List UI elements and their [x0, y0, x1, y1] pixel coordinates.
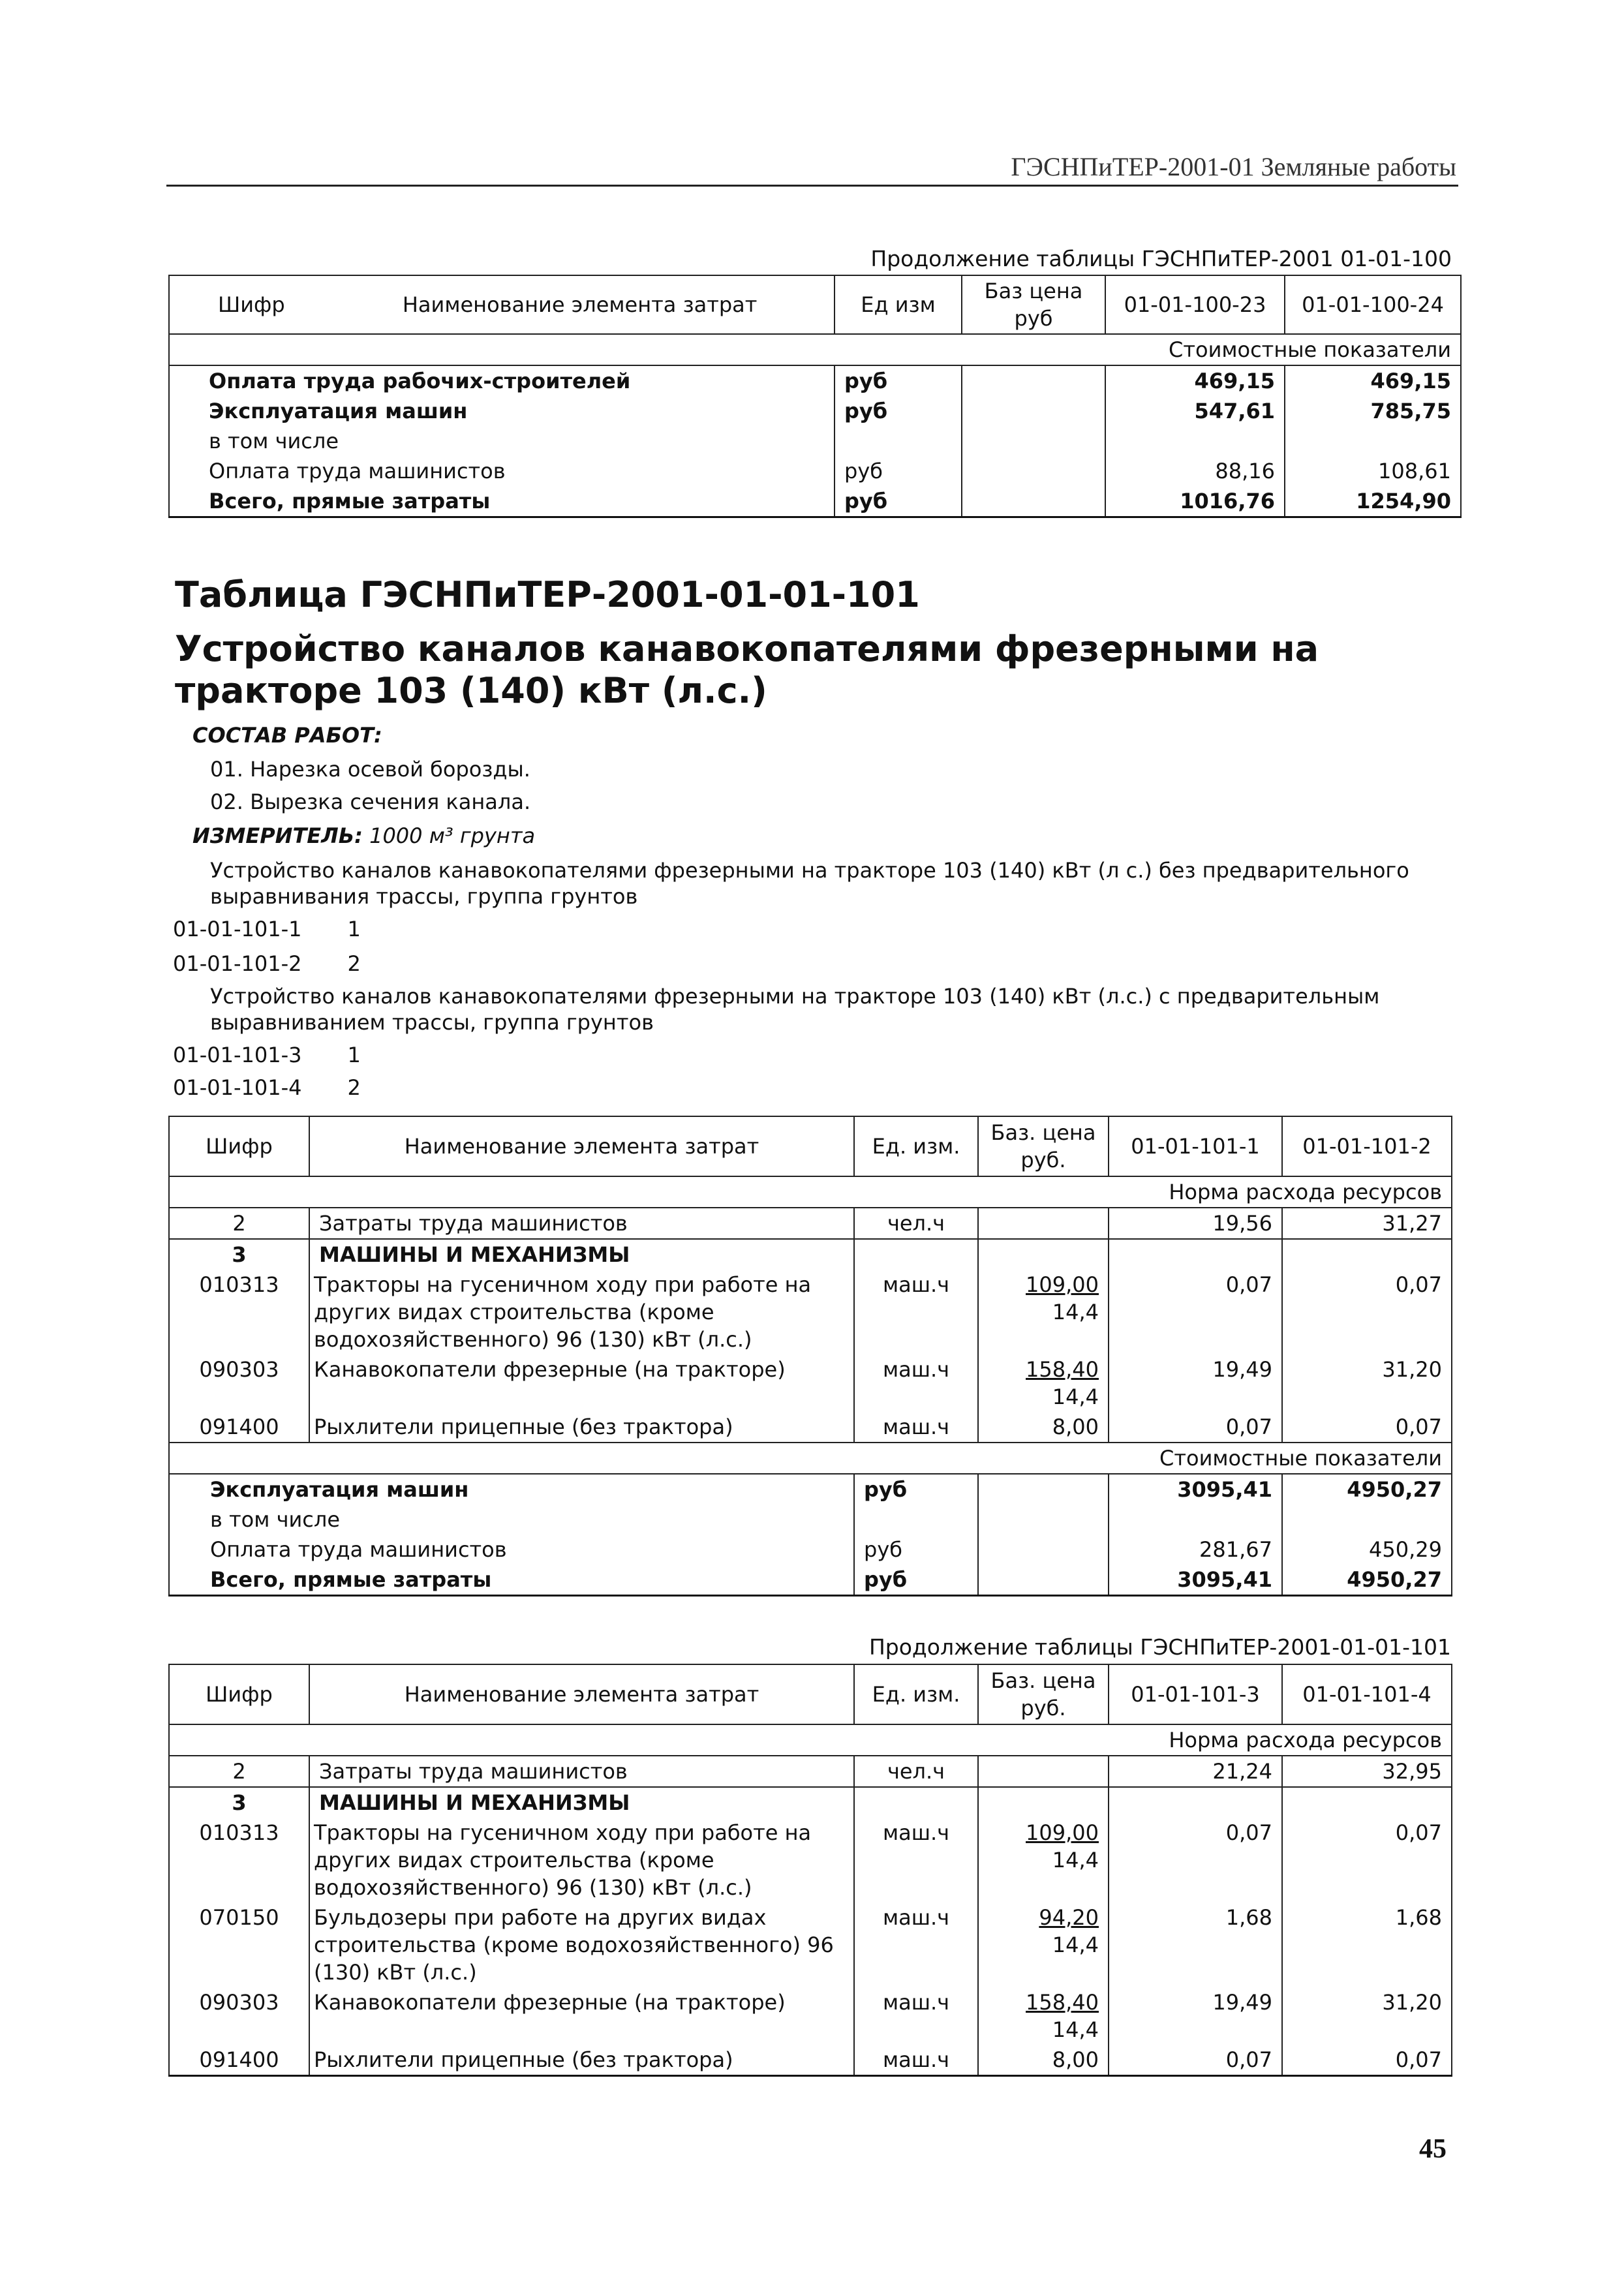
table2-header-unit: Ед. изм.: [854, 1116, 978, 1176]
price-value: 158,40: [1026, 1357, 1099, 1382]
empty-cell: [1282, 1787, 1452, 1818]
value-col2: 32,95: [1282, 1756, 1452, 1787]
resource-name: Бульдозеры при работе на других видах строительства (кроме водохозяйственного) 96 (130) кВт (л.с.): [309, 1902, 854, 1987]
table-row: [169, 365, 1461, 396]
table-row: [169, 1474, 1452, 1505]
table1-caption: Продолжение таблицы ГЭСНПиТЕР-2001 01-01-100: [870, 246, 1452, 271]
group2-code-1: [173, 1043, 361, 1067]
table3-section-norms: Норма расхода ресурсов: [169, 1724, 1452, 1756]
resource-name: Затраты труда машинистов: [309, 1208, 854, 1239]
empty-cell: [854, 1787, 978, 1818]
running-head: ГЭСНПиТЕР-2001-01 Земляные работы: [1011, 152, 1456, 181]
resource-unit: чел.ч: [854, 1208, 978, 1239]
value-col1: 19,56: [1109, 1208, 1282, 1239]
resource-code: 3: [169, 1239, 309, 1270]
value-col1: [1105, 426, 1285, 456]
value-col1: 281,67: [1109, 1535, 1282, 1565]
resource-code: 091400: [169, 2045, 309, 2076]
table-row: [169, 2045, 1452, 2076]
value-col1: 0,07: [1109, 1412, 1282, 1443]
value-col1: 469,15: [1105, 365, 1285, 396]
table-row: [169, 1270, 1452, 1354]
resource-name: Тракторы на гусеничном ходу при работе на других видах строительства (кроме водохозяйственного) 96 (130) кВт (л.с.): [309, 1818, 854, 1902]
table3-header-col1: 01-01-101-3: [1109, 1664, 1282, 1724]
table-row: [169, 426, 1461, 456]
price-value: 94,20: [1039, 1905, 1099, 1930]
resource-code: 091400: [169, 1412, 309, 1443]
soil-group: 2: [347, 951, 361, 976]
code: 01-01-101-4: [173, 1075, 302, 1100]
table-row: [169, 1443, 1452, 1474]
table3-header-name: Наименование элемента затрат: [309, 1664, 854, 1724]
value-col2: 31,20: [1282, 1987, 1452, 2045]
group-title: МАШИНЫ И МЕХАНИЗМЫ: [309, 1239, 854, 1270]
header-rule: [166, 185, 1458, 187]
group1-description-cont: выравнивания трассы, группа грунтов: [210, 884, 638, 909]
code: 01-01-101-3: [173, 1043, 302, 1067]
table2-header-price: Баз. цена руб.: [978, 1116, 1109, 1176]
table2: [168, 1116, 1452, 1597]
resource-name: Тракторы на гусеничном ходу при работе на других видах строительства (кроме водохозяйственного) 96 (130) кВт (л.с.): [309, 1270, 854, 1354]
price-sub-value: 14,4: [1052, 1384, 1099, 1409]
table-row: [169, 1565, 1452, 1596]
resource-price: [978, 1270, 1109, 1354]
table-row: [169, 1756, 1452, 1787]
resource-unit: маш.ч: [854, 2045, 978, 2076]
resource-price: [978, 1902, 1109, 1987]
value-col2: 31,27: [1282, 1208, 1452, 1239]
table-row: [169, 1412, 1452, 1443]
resource-price: [978, 2045, 1109, 2076]
table-row: [169, 1208, 1452, 1239]
table1-body: [169, 365, 1461, 517]
value-col1: 1,68: [1109, 1902, 1282, 1987]
table1-header-name-text: Наименование элемента затрат: [402, 292, 758, 317]
table-row: [169, 1535, 1452, 1565]
table1-header-name: [169, 275, 835, 334]
price-cell: [962, 456, 1105, 486]
table1-header-col1: 01-01-100-23: [1105, 275, 1285, 334]
code: 01-01-101-1: [173, 917, 302, 941]
resource-unit: маш.ч: [854, 1987, 978, 2045]
resource-price: [978, 1354, 1109, 1412]
table3-caption: Продолжение таблицы ГЭСНПиТЕР-2001-01-01-101: [868, 1634, 1451, 1660]
resource-code: 3: [169, 1787, 309, 1818]
soil-group: 1: [347, 1043, 361, 1067]
value-col1: 19,49: [1109, 1987, 1282, 2045]
value-col1: 0,07: [1109, 1818, 1282, 1902]
value-col2: 0,07: [1282, 1270, 1452, 1354]
table-row: [169, 396, 1461, 426]
page-number: 45: [1419, 2134, 1447, 2164]
table-row: [169, 1818, 1452, 1902]
empty-cell: [978, 1565, 1109, 1596]
value-col2: 4950,27: [1282, 1474, 1452, 1505]
value-col2: 31,20: [1282, 1354, 1452, 1412]
value-col1: 21,24: [1109, 1756, 1282, 1787]
empty-cell: [978, 1474, 1109, 1505]
value-col2: 108,61: [1285, 456, 1461, 486]
resource-price: [978, 1208, 1109, 1239]
resource-unit: чел.ч: [854, 1756, 978, 1787]
value-col2: 785,75: [1285, 396, 1461, 426]
price-cell: [962, 396, 1105, 426]
table2-header-col1: 01-01-101-1: [1109, 1116, 1282, 1176]
resource-price: [978, 1756, 1109, 1787]
resource-price: [978, 1818, 1109, 1902]
table3-header-price: Баз. цена руб.: [978, 1664, 1109, 1724]
resource-code: 010313: [169, 1818, 309, 1902]
unit-cell: руб: [854, 1565, 978, 1596]
value-col2: 0,07: [1282, 2045, 1452, 2076]
price-sub-value: 14,4: [1052, 1300, 1099, 1324]
resource-name: Рыхлители прицепные (без трактора): [309, 2045, 854, 2076]
table-section-costs: Стоимостные показатели: [169, 1443, 1452, 1474]
unit-cell: [835, 426, 962, 456]
work-item: 02. Вырезка сечения канала.: [210, 789, 531, 814]
resource-code: 090303: [169, 1987, 309, 2045]
group1-code-1: [173, 917, 361, 941]
work-item: 01. Нарезка осевой борозды.: [210, 757, 530, 782]
cost-name: Оплата труда машинистов: [169, 456, 835, 486]
table2-body: [169, 1208, 1452, 1596]
group-title: МАШИНЫ И МЕХАНИЗМЫ: [309, 1787, 854, 1818]
table-row: [169, 1902, 1452, 1987]
table3-header-unit: Ед. изм.: [854, 1664, 978, 1724]
resource-price: [978, 1412, 1109, 1443]
empty-cell: [1109, 1787, 1282, 1818]
unit-cell: руб: [854, 1474, 978, 1505]
table1-header-col2: 01-01-100-24: [1285, 275, 1461, 334]
meter-label: ИЗМЕРИТЕЛЬ:: [192, 823, 363, 848]
price-cell: [962, 426, 1105, 456]
value-col2: 450,29: [1282, 1535, 1452, 1565]
price-value: 158,40: [1026, 1990, 1099, 2015]
table-row: [169, 486, 1461, 517]
value-col1: 19,49: [1109, 1354, 1282, 1412]
meter-line: [192, 823, 535, 848]
table2-header-col2: 01-01-101-2: [1282, 1116, 1452, 1176]
meter-value: 1000 м³ грунта: [369, 823, 536, 848]
table1-header-price: Баз цена руб: [962, 275, 1105, 334]
price-cell: [962, 486, 1105, 517]
empty-cell: [978, 1505, 1109, 1535]
group2-code-2: [173, 1075, 361, 1100]
price-sub-value: 14,4: [1052, 1848, 1099, 1872]
table2-header-name: Наименование элемента затрат: [309, 1116, 854, 1176]
table3-body: [169, 1756, 1452, 2076]
resource-name: Канавокопатели фрезерные (на тракторе): [309, 1987, 854, 2045]
cost-name: Оплата труда машинистов: [169, 1535, 854, 1565]
empty-cell: [854, 1239, 978, 1270]
resource-unit: маш.ч: [854, 1412, 978, 1443]
resource-code: 090303: [169, 1354, 309, 1412]
unit-cell: руб: [835, 456, 962, 486]
cost-name: Эксплуатация машин: [169, 1474, 854, 1505]
table-row: [169, 456, 1461, 486]
value-col2: 469,15: [1285, 365, 1461, 396]
resource-unit: маш.ч: [854, 1354, 978, 1412]
soil-group: 2: [347, 1075, 361, 1100]
resource-code: 2: [169, 1208, 309, 1239]
unit-cell: руб: [854, 1535, 978, 1565]
table-title: Таблица ГЭСНПиТЕР-2001-01-01-101: [175, 574, 920, 615]
table-row: [169, 1239, 1452, 1270]
value-col1: 0,07: [1109, 2045, 1282, 2076]
soil-group: 1: [347, 917, 361, 941]
price-cell: [962, 365, 1105, 396]
unit-cell: руб: [835, 365, 962, 396]
value-col1: 3095,41: [1109, 1565, 1282, 1596]
value-col1: 0,07: [1109, 1270, 1282, 1354]
table-row: [169, 1787, 1452, 1818]
resource-price: [978, 1987, 1109, 2045]
table3-header-code: Шифр: [169, 1664, 309, 1724]
table1-section: Стоимостные показатели: [169, 334, 1461, 365]
resource-name: Канавокопатели фрезерные (на тракторе): [309, 1354, 854, 1412]
empty-cell: [1109, 1239, 1282, 1270]
empty-cell: [978, 1239, 1109, 1270]
price-sub-value: 14,4: [1052, 2017, 1099, 2042]
value-col1: 547,61: [1105, 396, 1285, 426]
cost-name: в том числе: [169, 426, 835, 456]
group2-description: Устройство каналов канавокопателями фрезерными на тракторе 103 (140) кВт (л.с.) с предварительным: [210, 984, 1380, 1009]
table2-section-norms: Норма расхода ресурсов: [169, 1176, 1452, 1208]
value-col2: 0,07: [1282, 1818, 1452, 1902]
resource-code: 010313: [169, 1270, 309, 1354]
section-title: Устройство каналов канавокопателями фрезерными на тракторе 103 (140) кВт (л.с.): [175, 628, 1319, 711]
resource-unit: маш.ч: [854, 1902, 978, 1987]
table1: [168, 275, 1462, 518]
code: 01-01-101-2: [173, 951, 302, 976]
empty-cell: [978, 1787, 1109, 1818]
value-col2: [1285, 426, 1461, 456]
value-col1: 88,16: [1105, 456, 1285, 486]
table-row: [169, 1505, 1452, 1535]
resource-unit: маш.ч: [854, 1818, 978, 1902]
empty-cell: [978, 1535, 1109, 1565]
table-row: [169, 1354, 1452, 1412]
resource-code: 2: [169, 1756, 309, 1787]
resource-code: 070150: [169, 1902, 309, 1987]
works-label: СОСТАВ РАБОТ:: [192, 723, 382, 748]
value-col1: [1109, 1505, 1282, 1535]
price-value: 109,00: [1026, 1820, 1099, 1845]
unit-cell: руб: [835, 396, 962, 426]
resource-unit: маш.ч: [854, 1270, 978, 1354]
table3: [168, 1664, 1452, 2077]
cost-name: Всего, прямые затраты: [169, 486, 835, 517]
empty-cell: [1282, 1239, 1452, 1270]
table1-header-code: Шифр: [218, 292, 285, 317]
price-value: 8,00: [1052, 1414, 1099, 1439]
unit-cell: [854, 1505, 978, 1535]
value-col2: 1,68: [1282, 1902, 1452, 1987]
group2-description-cont: выравниванием трассы, группа грунтов: [210, 1010, 654, 1035]
cost-name: Эксплуатация машин: [169, 396, 835, 426]
value-col1: 3095,41: [1109, 1474, 1282, 1505]
value-col2: [1282, 1505, 1452, 1535]
value-col2: 4950,27: [1282, 1565, 1452, 1596]
unit-cell: руб: [835, 486, 962, 517]
cost-name: Оплата труда рабочих-строителей: [169, 365, 835, 396]
resource-name: Затраты труда машинистов: [309, 1756, 854, 1787]
resource-name: Рыхлители прицепные (без трактора): [309, 1412, 854, 1443]
price-value: 8,00: [1052, 2047, 1099, 2072]
cost-name: Всего, прямые затраты: [169, 1565, 854, 1596]
table1-header-unit: Ед изм: [835, 275, 962, 334]
value-col2: 0,07: [1282, 1412, 1452, 1443]
price-sub-value: 14,4: [1052, 1933, 1099, 1957]
group1-code-2: [173, 951, 361, 976]
table2-header-code: Шифр: [169, 1116, 309, 1176]
value-col2: 1254,90: [1285, 486, 1461, 517]
table3-header-col2: 01-01-101-4: [1282, 1664, 1452, 1724]
value-col1: 1016,76: [1105, 486, 1285, 517]
table-row: [169, 1987, 1452, 2045]
cost-name: в том числе: [169, 1505, 854, 1535]
group1-description: Устройство каналов канавокопателями фрезерными на тракторе 103 (140) кВт (л с.) без предварительного: [210, 858, 1409, 883]
price-value: 109,00: [1026, 1272, 1099, 1297]
